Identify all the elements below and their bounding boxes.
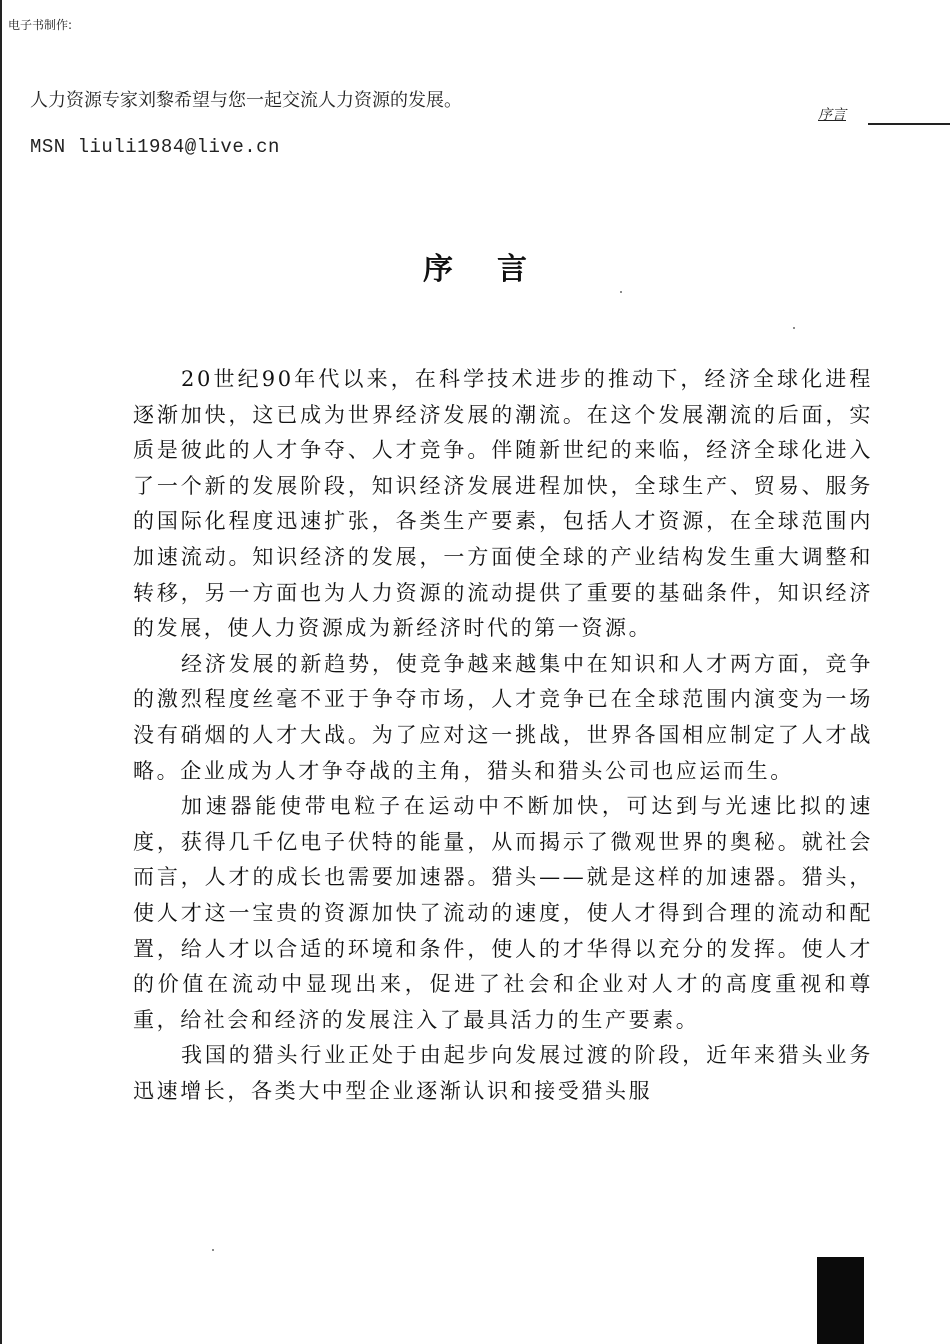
paragraph: 我国的猎头行业正处于由起步向发展过渡的阶段，近年来猎头业务迅速增长，各类大中型企业逐渐认识和接受猎头服 [133,1043,873,1103]
scan-speck [212,1249,214,1251]
paragraph: 20世纪90年代以来，在科学技术进步的推动下，经济全球化进程逐渐加快，这已成为世界经济发展的潮流。在这个发展潮流的后面，实质是彼此的人才争夺、人才竞争。伴随新世纪的来临，经济全球化进入了一个新的发展阶段，知识经济发展进程加快，全球生产、贸易、服务的国际化程度迅速扩张，各类生产要素，包括人才资源，在全球范围内加速流动。知识经济的发展，一方面使全球的产业结构发生重大调整和转移，另一方面也为人力资源的流动提供了重要的基础条件，知识经济的发展，使人力资源成为新经济时代的第一资源。 [133,367,873,641]
page-edge-rule [0,0,2,1344]
scan-speck [620,291,622,293]
chapter-title: 序言 [423,252,571,287]
running-head: 序言 [818,107,846,123]
running-head-rule [868,123,950,125]
intro-statement: 人力资源专家刘黎希望与您一起交流人力资源的发展。 [30,90,462,111]
preface-body [133,362,873,1109]
ebook-maker-label: 电子书制作: [8,18,73,32]
paragraph: 经济发展的新趋势，使竞争越来越集中在知识和人才两方面，竞争的激烈程度丝毫不亚于争夺市场，人才竞争已在全球范围内演变为一场没有硝烟的人才大战。为了应对这一挑战，世界各国相应制定了人才战略。企业成为人才争夺战的主角，猎头和猎头公司也应运而生。 [133,651,873,783]
scan-artifact-block [817,1257,864,1344]
msn-contact: MSN liuli1984@live.cn [30,136,280,158]
scan-speck [793,327,795,329]
paragraph: 加速器能使带电粒子在运动中不断加快，可达到与光速比拟的速度，获得几千亿电子伏特的能量，从而揭示了微观世界的奥秘。就社会而言，人才的成长也需要加速器。猎头——就是这样的加速器。猎头，使人才这一宝贵的资源加快了流动的速度，使人才得到合理的流动和配置，给人才以合适的环境和条件，使人的才华得以充分的发挥。使人才的价值在流动中显现出来，促进了社会和企业对人才的高度重视和尊重，给社会和经济的发展注入了最具活力的生产要素。 [133,794,873,1032]
